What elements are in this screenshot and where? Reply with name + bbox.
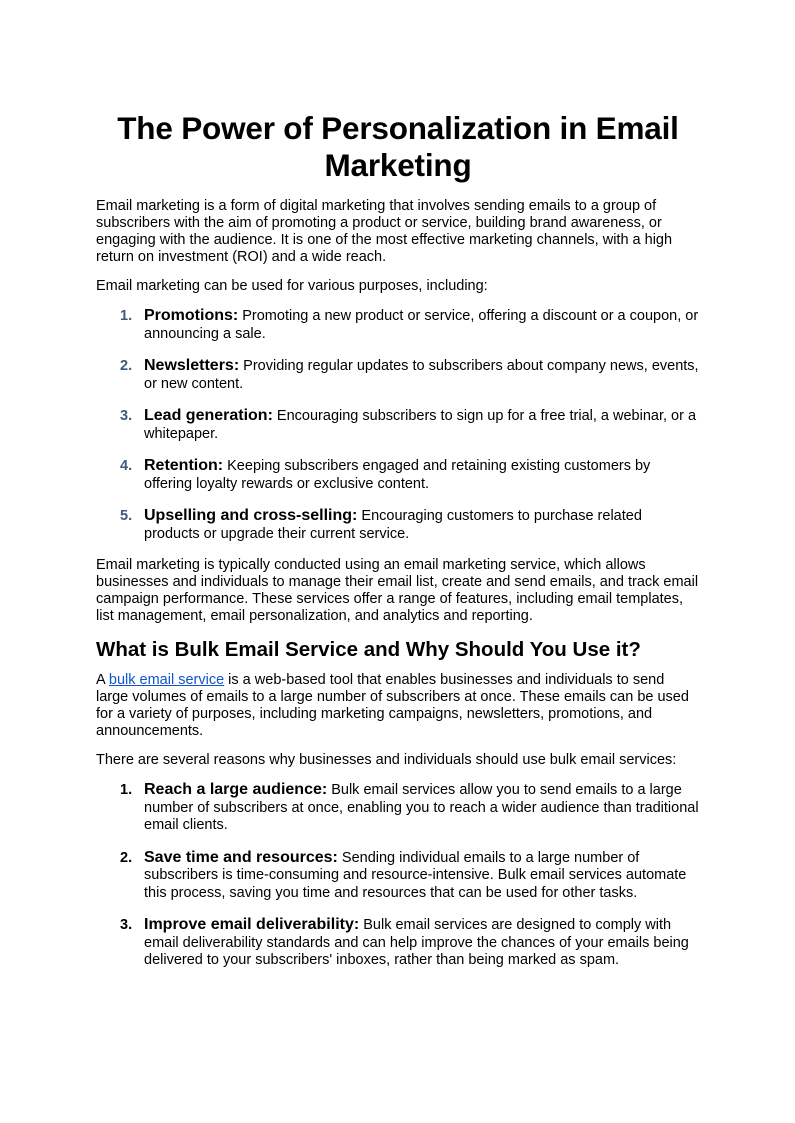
list-item xyxy=(96,357,700,393)
list-item-text: Promoting a new product or service, offering a discount or a coupon, or announcing a sale. xyxy=(144,308,699,342)
list-item-term: Save time and resources: xyxy=(144,848,338,866)
list-number: 2. xyxy=(120,849,133,866)
reasons-list xyxy=(96,781,700,970)
list-number: 1. xyxy=(120,308,133,324)
list-item xyxy=(96,781,700,835)
list-item-term: Retention: xyxy=(144,457,224,474)
bulk-email-service-link[interactable]: bulk email service xyxy=(108,672,225,688)
purposes-list xyxy=(96,307,700,543)
list-item xyxy=(96,849,700,903)
list-number: 3. xyxy=(120,408,133,424)
paragraph-prefix: A xyxy=(96,672,109,688)
service-paragraph: Email marketing is typically conducted using an email marketing service, which allows businesses and individuals to manage their email list, create and send emails, and track email campaign performance. These services offer a range of features, including email templates, list management, email personalization, and analytics and reporting. xyxy=(96,557,699,624)
purposes-lead-paragraph: Email marketing can be used for various purposes, including: xyxy=(96,278,488,294)
list-item-text: Bulk email services allow you to send emails to a large number of subscribers at once, enabling you to reach a wider audience than traditional email clients. xyxy=(144,782,699,833)
list-item-term: Improve email deliverability: xyxy=(144,916,360,933)
intro-paragraph: Email marketing is a form of digital marketing that involves sending emails to a group of subscribers with the aim of promoting a product or service, building brand awareness, or engaging with the audience. It is one of the most effective marketing channels, with a high return on investment (ROI) and a wide reach. xyxy=(96,198,673,265)
list-item xyxy=(96,457,700,493)
document-page xyxy=(96,110,700,984)
list-item-text: Sending individual emails to a large number of subscribers is time-consuming and resource-intensive. Bulk email services automate this process, saving you time and resources that can be used for other tasks. xyxy=(144,849,687,901)
section-heading: What is Bulk Email Service and Why Should You Use it? xyxy=(96,638,641,661)
list-item xyxy=(96,307,700,343)
list-item-term: Newsletters: xyxy=(144,357,240,374)
list-item-text: Encouraging subscribers to sign up for a free trial, a webinar, or a whitepaper. xyxy=(144,408,697,442)
list-item-term: Promotions: xyxy=(144,307,239,324)
list-item xyxy=(96,916,700,970)
paragraph-rest: is a web-based tool that enables businesses and individuals to send large volumes of emails to a large number of subscribers at once. These emails can be used for a variety of purposes, including marketing campaigns, newsletters, promotions, and announcements. xyxy=(96,672,689,739)
list-number: 3. xyxy=(120,917,133,933)
list-number: 1. xyxy=(120,782,133,798)
list-number: 4. xyxy=(120,458,133,474)
bulk-service-paragraph xyxy=(96,672,700,740)
page-title: The Power of Personalization in Email Marketing xyxy=(117,110,679,183)
list-item-term: Upselling and cross-selling: xyxy=(144,507,358,524)
list-item-term: Lead generation: xyxy=(144,407,273,424)
list-item xyxy=(96,507,700,543)
list-item-term: Reach a large audience: xyxy=(144,781,328,798)
list-number: 5. xyxy=(120,508,133,524)
list-number: 2. xyxy=(120,358,133,374)
list-item xyxy=(96,407,700,443)
list-item-text: Providing regular updates to subscribers about company news, events, or new content. xyxy=(144,358,699,392)
list-item-text: Encouraging customers to purchase related products or upgrade their current service. xyxy=(144,508,642,542)
reasons-lead-paragraph: There are several reasons why businesses and individuals should use bulk email services: xyxy=(96,752,677,768)
list-item-text: Bulk email services are designed to comply with email deliverability standards and can help improve the chances of your emails being delivered to your subscribers' inboxes, rather than being marked as spam. xyxy=(144,917,689,968)
list-item-text: Keeping subscribers engaged and retaining existing customers by offering loyalty rewards or exclusive content. xyxy=(144,458,651,492)
